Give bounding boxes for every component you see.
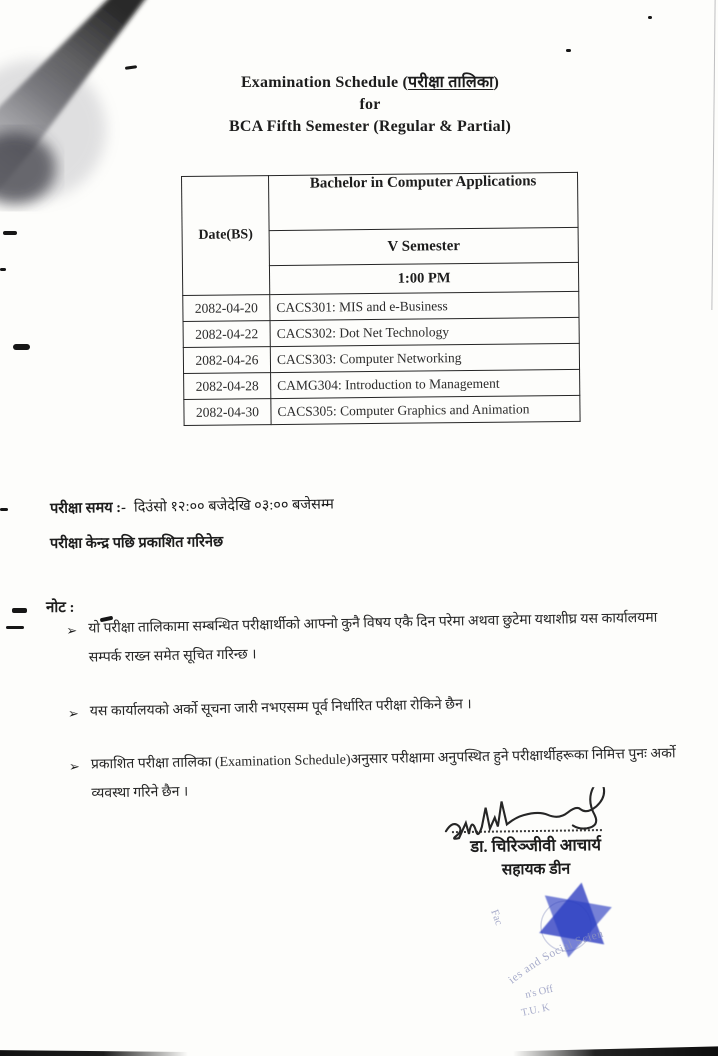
exam-time-line (50, 494, 334, 518)
stamp-text-bottom: T.U. K (520, 1002, 551, 1019)
scan-speck (648, 16, 652, 19)
stamp-text-office: n's Off (524, 983, 555, 1001)
date-column-header: Date(BS) (182, 176, 270, 296)
title-line-2: for (359, 96, 381, 113)
stamp-text-left: Fac (488, 907, 505, 927)
bullet-arrow-icon: ➢ (68, 758, 80, 774)
scan-speck (3, 231, 17, 235)
exam-date: 2082-04-30 (184, 399, 271, 426)
scan-speck (13, 344, 30, 350)
exam-time-value: दिउंसो १२:०० बजेदेखि ०३:०० बजेसम्म (133, 496, 335, 516)
exam-course: CACS305: Computer Graphics and Animation (271, 395, 580, 424)
title-line-3: BCA Fifth Semester (Regular & Partial) (228, 118, 512, 135)
exam-time-label: परीक्षा समय :- (49, 499, 127, 517)
exam-center-notice: परीक्षा केन्द्र पछि प्रकाशित गरिनेछ (49, 534, 224, 552)
signatory-designation: सहायक डीन (501, 860, 571, 879)
exam-course: CACS301: MIS and e-Business (270, 291, 579, 320)
time-header: 1:00 PM (269, 262, 578, 294)
scan-speck (0, 268, 6, 271)
note-item-text: यस कार्यालयको अर्को सूचना जारी नभएसम्म पूर्व निर्धारित परीक्षा रोकिने छैन । (89, 697, 472, 720)
note-item-text: यो परीक्षा तालिकामा सम्बन्धित परीक्षार्थीको आफ्नो कुनै विषय एकै दिन परेमा अथवा छुटेमा यथाशीघ्र यस कार्यालयमा सम्पर्क राख्न समेत सूचित गरिन्छ । (88, 610, 658, 666)
semester-header: V Semester (269, 227, 578, 265)
note-item-text: प्रकाशित परीक्षा तालिका (Examination Schedule)अनुसार परीक्षामा अनुपस्थित हुने परीक्षार्थीहरूका निमित्त पुनः अर्को व्यवस्था गरिने छैन । (90, 746, 676, 802)
note-label: नोट : (46, 600, 75, 616)
signatory-name: डा. चिरिञ्जीवी आचार्य (470, 835, 602, 856)
bullet-arrow-icon: ➢ (66, 622, 78, 638)
note-list (66, 603, 688, 809)
exam-course: CAMG304: Introduction to Management (271, 369, 580, 398)
scan-speck (0, 508, 8, 511)
exam-course: CACS303: Computer Networking (270, 343, 579, 372)
exam-date: 2082-04-28 (184, 373, 271, 400)
note-item (66, 603, 685, 673)
exam-schedule-table (181, 172, 581, 426)
bullet-arrow-icon: ➢ (67, 705, 79, 721)
scan-speck (6, 626, 24, 629)
table-row (184, 395, 580, 425)
note-item (68, 686, 686, 728)
title-english: Examination Schedule ( (240, 74, 409, 91)
official-stamp (460, 880, 718, 1056)
title-paren: ) (493, 74, 500, 91)
document-title (110, 72, 630, 138)
title-line-1 (110, 72, 630, 94)
exam-date: 2082-04-20 (183, 295, 270, 322)
exam-date: 2082-04-22 (183, 321, 270, 348)
program-header: Bachelor in Computer Applications (269, 172, 579, 230)
exam-course: CACS302: Dot Net Technology (270, 317, 579, 346)
stamp-text-arc: ies and Social Scien (506, 927, 605, 987)
signature-block (427, 787, 643, 883)
title-nepali: परीक्षा तालिका (408, 74, 494, 91)
scan-speck (566, 49, 571, 52)
exam-date: 2082-04-26 (183, 347, 270, 374)
scan-edge-strip (0, 1047, 188, 1056)
paper-edge-line (711, 0, 715, 310)
scan-speck (12, 608, 27, 613)
